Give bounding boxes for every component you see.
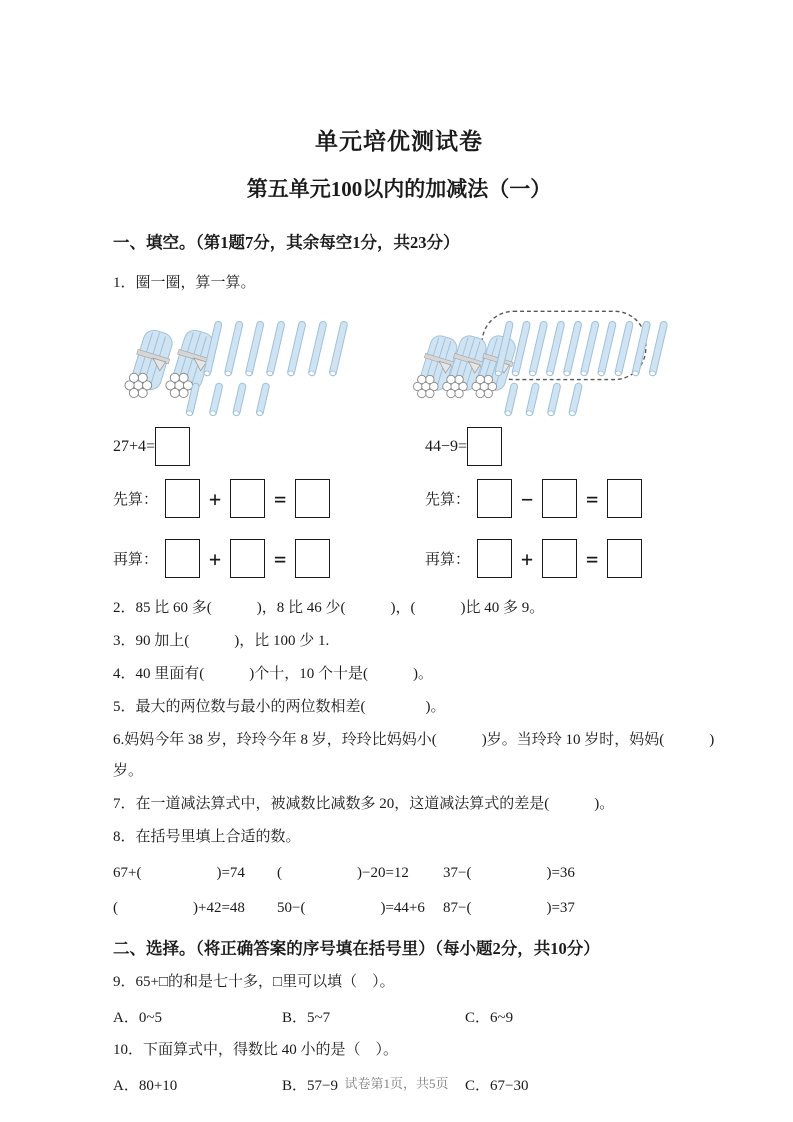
stick <box>632 321 651 377</box>
equation-blank: 37−( )=36 <box>443 865 575 881</box>
question-10-text: 10．下面算式中，得数比 40 小的是（ ）。 <box>113 1042 399 1058</box>
q1-first-step-row <box>113 479 685 518</box>
answer-box[interactable] <box>230 479 265 518</box>
option-a[interactable]: A．0~5 <box>113 1010 162 1026</box>
answer-box[interactable] <box>607 539 642 578</box>
q1-right-first-step <box>425 479 642 518</box>
counting-sticks-left <box>113 303 405 421</box>
first-step-label: 先算： <box>425 492 471 508</box>
q1-illustration <box>113 303 685 421</box>
q1-left-first-step <box>113 479 425 518</box>
stick <box>563 321 582 377</box>
question-3: 3．90 加上( )，比 100 少 1. <box>113 633 330 649</box>
stick <box>547 383 561 417</box>
stick <box>266 321 285 377</box>
stick <box>232 383 246 417</box>
answer-box[interactable] <box>542 539 577 578</box>
operator: − <box>521 486 534 511</box>
answer-box[interactable] <box>542 479 577 518</box>
operator: + <box>521 546 534 571</box>
equals-sign: = <box>274 486 287 511</box>
paper-content <box>113 0 715 1095</box>
stick <box>224 321 243 377</box>
q1-right-then-step <box>425 539 642 578</box>
answer-box[interactable] <box>230 539 265 578</box>
first-step-label: 先算： <box>113 492 159 508</box>
equals-sign: = <box>586 546 599 571</box>
option-c[interactable]: C．67−30 <box>465 1078 529 1094</box>
answer-box[interactable] <box>477 539 512 578</box>
question-6-line2: 岁。 <box>113 763 144 779</box>
stick <box>526 383 540 417</box>
answer-box[interactable] <box>477 479 512 518</box>
q1-right-equation-group <box>425 427 502 466</box>
stick <box>569 383 583 417</box>
answer-box[interactable] <box>295 539 330 578</box>
stick <box>287 321 306 377</box>
option-a[interactable]: A．80+10 <box>113 1078 178 1094</box>
question-5: 5．最大的两位数与最小的两位数相差( )。 <box>113 699 446 715</box>
equals-sign: = <box>586 486 599 511</box>
stick <box>308 321 327 377</box>
equation-blank: ( )−20=12 <box>277 865 409 881</box>
question-9-text: 9．65+□的和是七十多，□里可以填（ ）。 <box>113 974 395 990</box>
stick <box>546 321 565 377</box>
stick <box>580 321 599 377</box>
option-b[interactable]: B．57−9 <box>282 1078 338 1094</box>
question-6-line1: 6.妈妈今年 38 岁，玲玲今年 8 岁，玲玲比妈妈小( )岁。当玲玲 10 岁时，妈妈( ) <box>113 732 715 748</box>
answer-box[interactable] <box>607 479 642 518</box>
question-7: 7．在一道减法算式中，被减数比减数多 20，这道减法算式的差是( )。 <box>113 796 615 812</box>
q1-then-step-row <box>113 539 685 578</box>
q8-equations-row-1 <box>113 861 685 882</box>
paper-subtitle: 第五单元100以内的加减法（一） <box>246 177 552 201</box>
stick <box>256 383 270 417</box>
stick <box>649 321 668 377</box>
stick <box>529 321 548 377</box>
q1-right-equation: 44−9= <box>425 437 468 455</box>
option-c[interactable]: C．6~9 <box>465 1010 514 1026</box>
answer-box[interactable] <box>467 427 502 466</box>
equation-blank: 50−( )=44+6 <box>277 900 425 916</box>
paper-title: 单元培优测试卷 <box>315 129 483 154</box>
answer-box[interactable] <box>165 479 200 518</box>
q8-equations-row-2 <box>113 896 685 917</box>
stick <box>245 321 264 377</box>
question-1-text: 1．圈一圈，算一算。 <box>113 275 256 291</box>
equation-blank: 87−( )=37 <box>443 900 575 916</box>
equation-blank: ( )+42=48 <box>113 900 245 916</box>
q1-equation-row <box>113 427 685 466</box>
q1-left-equation-group <box>113 427 425 466</box>
section2-heading: 二、选择。（将正确答案的序号填在括号里）（每小题2分，共10分） <box>113 939 600 958</box>
answer-box[interactable] <box>155 427 190 466</box>
stick <box>329 321 348 377</box>
counting-sticks-right <box>412 303 685 421</box>
section1-heading: 一、填空。（第1题7分，其余每空1分，共23分） <box>113 233 460 252</box>
stick <box>209 383 223 417</box>
question-2: 2．85 比 60 多( )，8 比 46 少( )，( )比 40 多 9。 <box>113 600 545 616</box>
page-footer: 试卷第1页，共5页 <box>344 1076 449 1091</box>
q1-left-then-step <box>113 539 425 578</box>
operator: + <box>209 546 222 571</box>
stick <box>504 383 518 417</box>
stick <box>615 321 634 377</box>
question-4: 4．40 里面有( )个十，10 个十是( )。 <box>113 666 433 682</box>
q9-options <box>113 1006 685 1027</box>
stick <box>598 321 617 377</box>
equals-sign: = <box>274 546 287 571</box>
then-step-label: 再算： <box>113 552 159 568</box>
question-8-text: 8．在括号里填上合适的数。 <box>113 829 301 845</box>
answer-box[interactable] <box>165 539 200 578</box>
equation-blank: 67+( )=74 <box>113 865 245 881</box>
q1-left-equation: 27+4= <box>113 437 156 455</box>
operator: + <box>209 486 222 511</box>
option-b[interactable]: B．5~7 <box>282 1010 331 1026</box>
then-step-label: 再算： <box>425 552 471 568</box>
answer-box[interactable] <box>295 479 330 518</box>
